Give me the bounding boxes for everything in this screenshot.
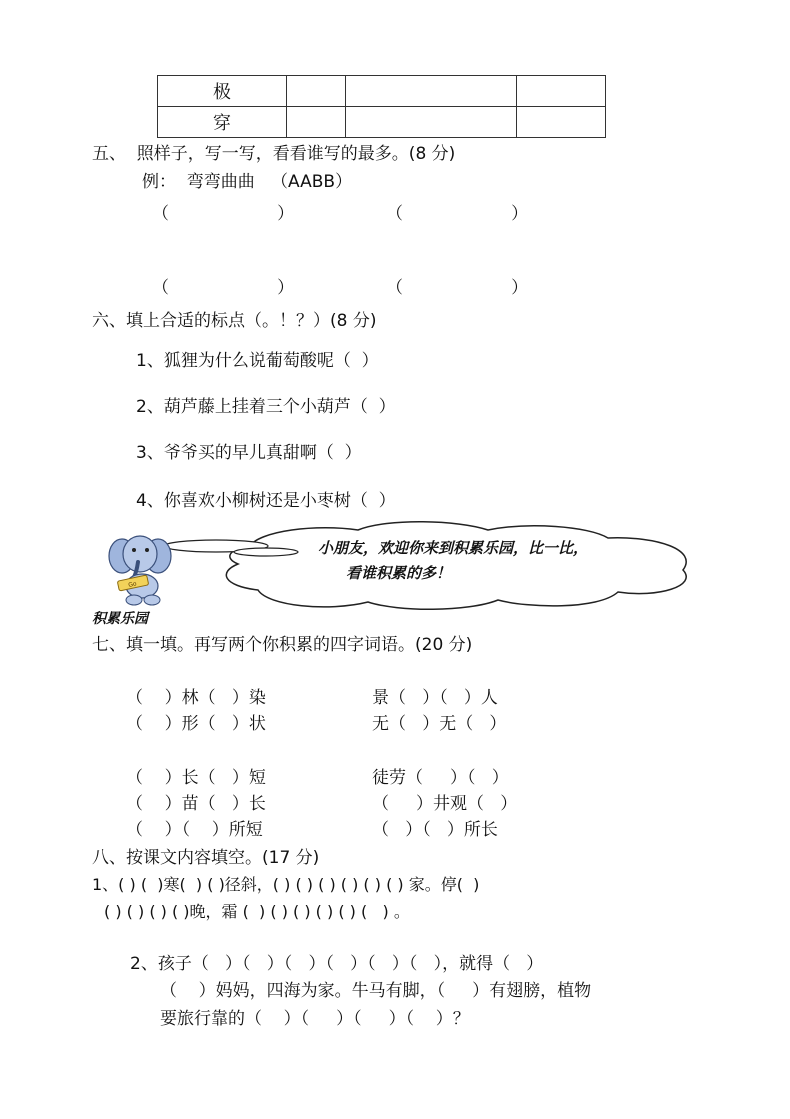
bubble-text: 看谁积累的多！ [346, 564, 452, 582]
section-7-title: 七、填一填。再写两个你积累的四字词语。(20 分) [92, 635, 473, 655]
answer-blank: （ ） [152, 278, 295, 298]
passage-line: 2、孩子（ ）（ ）（ ）（ ）（ ）（ ），就得（ ） [130, 954, 544, 974]
table-cell: 极 [158, 76, 287, 107]
idiom-blank: （ ）林（ ）染 [126, 688, 266, 708]
idiom-blank: （ ）长（ ）短 [126, 768, 266, 788]
bubble-text: 小朋友，欢迎你来到积累乐园，比一比， [318, 539, 589, 557]
table-cell [346, 76, 517, 107]
character-table [157, 75, 606, 138]
elephant-icon [109, 536, 171, 605]
table-cell [517, 107, 606, 138]
list-item: 1、狐狸为什么说葡萄酸呢（ ） [136, 351, 379, 371]
section-6-title: 六、填上合适的标点（。！？）(8 分) [92, 311, 377, 331]
answer-blank: （ ） [386, 204, 529, 224]
idiom-blank: （ ）井观（ ） [372, 794, 518, 814]
passage-line: ( ) ( ) ( ) ( )晚，霜 ( ) ( ) ( ) ( ) ( ) ( ) 。 [104, 902, 410, 921]
idiom-blank: 徒劳（ ）（ ） [372, 768, 509, 788]
table-row [158, 107, 606, 138]
table-cell [517, 76, 606, 107]
section-5-title: 五、 照样子，写一写，看看谁写的最多。(8 分) [92, 144, 456, 164]
list-item: 2、葫芦藤上挂着三个小葫芦（ ） [136, 397, 396, 417]
answer-blank: （ ） [386, 278, 529, 298]
answer-blank: （ ） [152, 204, 295, 224]
idiom-blank: 无（ ）无（ ） [372, 714, 507, 734]
list-item: 3、爷爷买的早儿真甜啊（ ） [136, 443, 362, 463]
section-label: 积累乐园 [92, 611, 148, 627]
idiom-blank: （ ）形（ ）状 [126, 714, 266, 734]
idiom-blank: （ ）（ ）所长 [372, 820, 498, 840]
idiom-blank: （ ）苗（ ）长 [126, 794, 266, 814]
idiom-blank: 景（ ）（ ）人 [372, 688, 498, 708]
table-cell [346, 107, 517, 138]
passage-line: 要旅行靠的（ ）（ ）（ ）（ ）？ [160, 1009, 470, 1029]
table-row [158, 76, 606, 107]
list-item: 4、你喜欢小柳树还是小枣树（ ） [136, 491, 396, 511]
speech-cloud [226, 522, 686, 610]
passage-line: 1、( ) ( )寒( ) ( )径斜，( ) ( ) ( ) ( ) ( ) ( ) 家。停( ) [92, 875, 480, 894]
section-8-title: 八、按课文内容填空。(17 分) [92, 848, 320, 868]
passage-line: （ ）妈妈，四海为家。牛马有脚，（ ）有翅膀，植物 [160, 981, 592, 1001]
table-cell [287, 76, 346, 107]
bubble-tail [234, 548, 298, 556]
sign-text: Go [127, 580, 138, 589]
section-5-example: 例： 弯弯曲曲 （AABB） [142, 172, 353, 192]
table-cell [287, 107, 346, 138]
idiom-blank: （ ）（ ）所短 [126, 820, 263, 840]
table-cell: 穿 [158, 107, 287, 138]
